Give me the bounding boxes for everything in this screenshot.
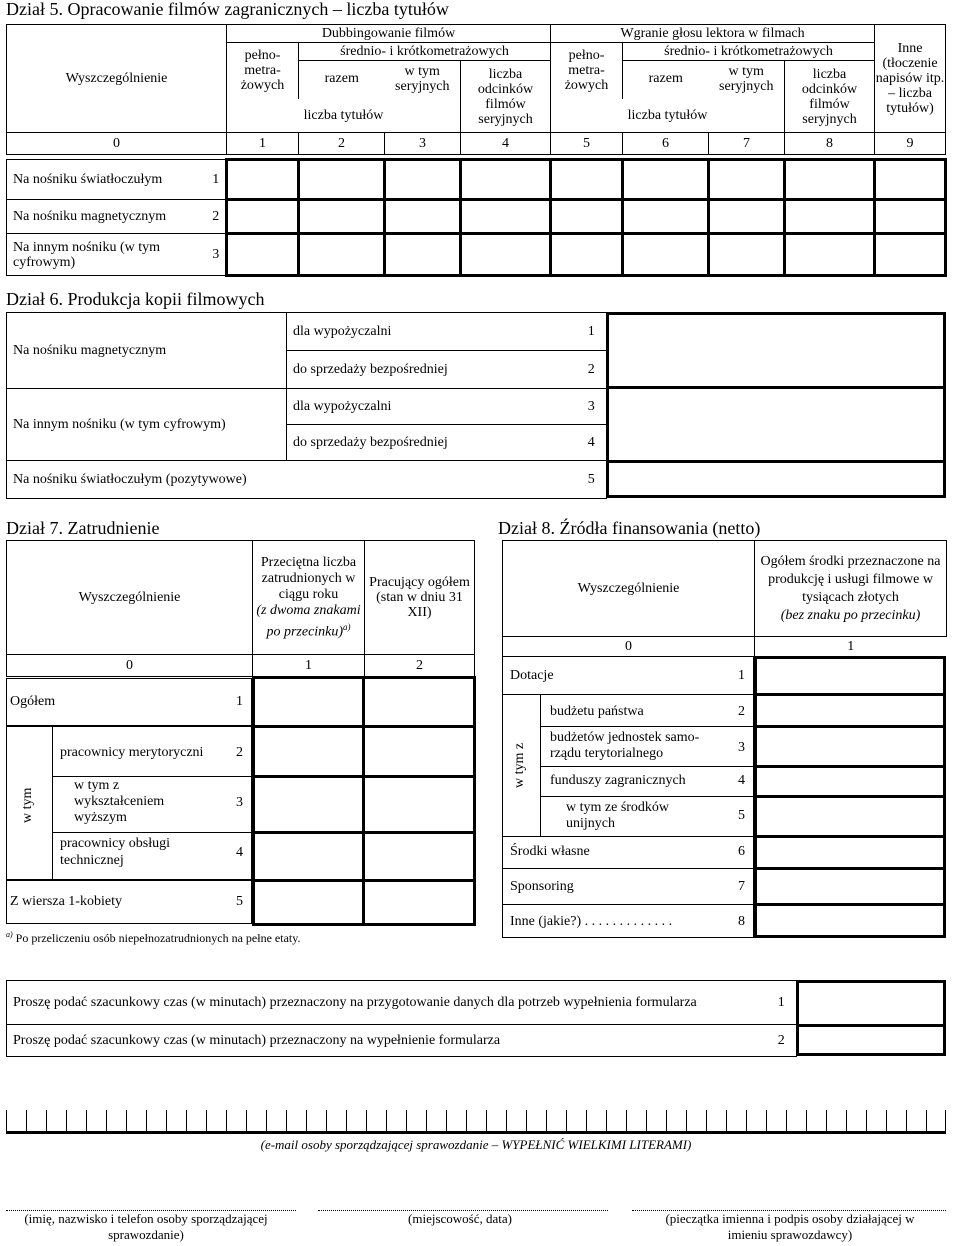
s8-unijne-label: w tym ze środków unijnych	[566, 800, 670, 831]
s5-num: 7	[709, 133, 785, 155]
s5-cell[interactable]	[709, 160, 785, 200]
s7-row-line	[52, 832, 252, 833]
email-char-tick	[826, 1110, 827, 1132]
email-char-tick	[586, 1110, 587, 1132]
s7-wtym-divider	[52, 726, 53, 880]
email-char-tick	[606, 1110, 607, 1132]
time-entry-field[interactable]	[796, 980, 946, 1056]
s6-row-num: 4	[577, 425, 607, 461]
s8-grid-divider	[754, 765, 946, 768]
s7-footnote-sup: a)	[6, 930, 13, 939]
s5-dub-srednio: średnio- i krótkometrażowych	[299, 43, 551, 61]
email-char-tick	[666, 1110, 667, 1132]
s8-wysz-header: Wyszczególnienie	[503, 541, 755, 637]
s7-row-num: 4	[236, 845, 243, 860]
s7-wtym-label: w tym	[20, 787, 35, 823]
s5-cell[interactable]	[785, 200, 875, 234]
email-char-tick	[686, 1110, 687, 1132]
s7-row-num: 1	[236, 694, 243, 709]
s5-cell[interactable]	[785, 160, 875, 200]
s8-grid-divider	[754, 867, 946, 870]
s8-grid-divider	[754, 795, 946, 798]
s8-row-num: 7	[738, 879, 745, 894]
email-char-tick	[366, 1110, 367, 1132]
email-char-tick	[906, 1110, 907, 1132]
s5-num: 6	[623, 133, 709, 155]
s5-dub-razem: razem	[299, 61, 385, 97]
s7-num: 1	[253, 655, 365, 677]
s8-grid-divider	[754, 903, 946, 906]
email-char-tick	[746, 1110, 747, 1132]
s5-cell[interactable]	[299, 160, 385, 200]
s5-cell[interactable]	[551, 234, 623, 276]
s6-divider	[606, 460, 946, 463]
email-char-tick	[466, 1110, 467, 1132]
s7-wyksztalcenie-label: w tym z wykształceniem wyższym	[74, 778, 165, 825]
email-input[interactable]	[6, 1110, 946, 1132]
s8-row-num: 3	[738, 740, 745, 755]
section8-title: Dział 8. Źródła finansowania (netto)	[498, 518, 761, 538]
s5-cell[interactable]	[623, 234, 709, 276]
email-char-tick	[786, 1110, 787, 1132]
s5-num: 4	[461, 133, 551, 155]
s5-cell[interactable]	[875, 200, 946, 234]
s7-footnote	[6, 930, 300, 946]
s6-mag-label: Na nośniku magnetycznym	[7, 313, 287, 389]
s5-cell[interactable]	[551, 200, 623, 234]
s8-row-num: 1	[738, 668, 745, 683]
s5-lek-srednio: średnio- i krótkometrażowych	[623, 43, 875, 61]
s7-obslugi-label: pracownicy obsługi technicznej	[60, 836, 171, 868]
s5-wysz-header: Wyszczególnienie	[7, 25, 227, 133]
s5-num: 9	[875, 133, 946, 155]
s8-inne-label: Inne (jakie?) . . . . . . . . . . . . .	[510, 914, 673, 929]
email-char-tick	[726, 1110, 727, 1132]
section5-title: Dział 5. Opracowanie filmów zagranicznych – liczba tytułów	[6, 0, 449, 19]
s5-cell[interactable]	[461, 234, 551, 276]
s5-cell[interactable]	[299, 200, 385, 234]
s5-lektor-header: Wgranie głosu lektora w filmach	[551, 25, 875, 43]
s7-col1-note: (z dwoma znakami po przecinku)	[256, 602, 361, 640]
email-char-tick	[146, 1110, 147, 1132]
time-divider	[796, 1024, 946, 1027]
s7-num: 0	[7, 655, 253, 677]
s6-inny-label: Na innym nośniku (w tym cyfrowym)	[7, 389, 287, 461]
s8-grid-divider	[754, 835, 946, 838]
email-char-tick	[46, 1110, 47, 1132]
s7-col2-header: Pracujący ogółem (stan w dniu 31 XII)	[365, 541, 475, 655]
s5-cell[interactable]	[623, 160, 709, 200]
s5-cell[interactable]	[875, 234, 946, 276]
s6-sprz-label: do sprzedaży bezpośredniej	[287, 425, 577, 461]
s6-wyp-label: dla wypożyczalni	[287, 389, 577, 425]
section7-header	[6, 540, 475, 677]
s7-footnote-text: Po przeliczeniu osób niepełnozatrudnionych na pełne etaty.	[15, 931, 301, 945]
s6-entry-field[interactable]	[606, 312, 946, 498]
s7-num: 2	[365, 655, 475, 677]
email-char-tick	[386, 1110, 387, 1132]
s5-lek-liczba-odc: liczba odcinków filmów seryjnych	[785, 61, 875, 133]
email-char-tick	[406, 1110, 407, 1132]
s7-grid-divider	[252, 775, 476, 778]
s8-sponsoring-label: Sponsoring	[510, 879, 574, 894]
s5-dub-wtym: w tym seryjnych	[385, 61, 461, 97]
email-char-tick	[646, 1110, 647, 1132]
email-char-tick	[766, 1110, 767, 1132]
s8-wtymz-divider	[540, 694, 541, 836]
s7-grid-divider	[252, 879, 476, 882]
s5-cell[interactable]	[385, 234, 461, 276]
s8-dotacje-label: Dotacje	[510, 668, 554, 683]
s8-row-line	[502, 836, 754, 837]
time-q2-label: Proszę podać szacunkowy czas (w minutach) przeznaczony na wypełnienie formularza	[7, 1025, 767, 1057]
email-char-tick	[206, 1110, 207, 1132]
s5-cell[interactable]	[385, 160, 461, 200]
s8-col1-header	[755, 541, 947, 637]
email-char-tick	[526, 1110, 527, 1132]
s7-col1-text: Przeciętna liczba zatrudnionych w ciągu roku	[260, 554, 357, 602]
s5-lek-razem: razem	[623, 61, 709, 97]
s8-row-line	[540, 796, 754, 797]
s5-cell[interactable]	[227, 234, 299, 276]
s6-sprz-label: do sprzedaży bezpośredniej	[287, 351, 577, 389]
section5-table	[6, 24, 946, 155]
s8-grid-divider	[754, 725, 946, 728]
email-char-tick	[226, 1110, 227, 1132]
s8-row-line	[502, 868, 754, 869]
email-char-tick	[266, 1110, 267, 1132]
email-char-tick	[6, 1110, 7, 1132]
s7-grid-divider	[362, 676, 365, 926]
s5-row-num: 2	[207, 200, 227, 234]
email-char-tick	[166, 1110, 167, 1132]
email-char-tick	[286, 1110, 287, 1132]
signature-caption-date: (miejscowość, data)	[408, 1211, 512, 1226]
s5-row-label: Na nośniku światłoczułym	[7, 160, 207, 200]
email-char-tick	[486, 1110, 487, 1132]
email-char-tick	[866, 1110, 867, 1132]
s6-row-num: 3	[577, 389, 607, 425]
email-char-tick	[446, 1110, 447, 1132]
s5-row-label: Na innym nośniku (w tym cyfrowym)	[7, 234, 207, 276]
s5-dub-liczba-odc: liczba odcinków filmów seryjnych	[461, 61, 551, 133]
email-char-tick	[306, 1110, 307, 1132]
s5-row-label: Na nośniku magnetycznym	[7, 200, 207, 234]
email-char-tick	[886, 1110, 887, 1132]
signature-caption-contact: (imię, nazwisko i telefon osoby sporządzającej sprawozdanie)	[24, 1211, 268, 1242]
s8-grid-divider	[754, 693, 946, 696]
s7-grid-divider	[252, 725, 476, 728]
s5-dub-pelno: pełno- metra- żowych	[227, 43, 299, 99]
s5-num: 0	[7, 133, 227, 155]
s8-col1-note: (bez znaku po przecinku)	[780, 607, 921, 623]
email-char-tick	[126, 1110, 127, 1132]
s8-row-num: 6	[738, 844, 745, 859]
section7-title: Dział 7. Zatrudnienie	[6, 518, 160, 538]
s6-row-num: 5	[577, 461, 607, 499]
s5-cell[interactable]	[623, 200, 709, 234]
s8-row-line	[502, 904, 754, 905]
s5-num: 1	[227, 133, 299, 155]
email-char-tick	[706, 1110, 707, 1132]
s8-budzet-jst-label: budżetów jednostek samo- rządu terytorialnego	[550, 730, 700, 761]
s5-num: 8	[785, 133, 875, 155]
s7-ogolem-label: Ogółem	[10, 694, 56, 709]
s5-cell[interactable]	[461, 160, 551, 200]
s5-num: 2	[299, 133, 385, 155]
s5-lek-pelno: pełno- metra- żowych	[551, 43, 623, 99]
email-baseline	[6, 1131, 946, 1134]
s5-cell[interactable]	[551, 160, 623, 200]
email-char-tick	[66, 1110, 67, 1132]
s7-row-num: 3	[236, 795, 243, 810]
email-char-tick	[546, 1110, 547, 1132]
s7-grid-divider	[252, 831, 476, 834]
s8-col1-text: Ogółem środki przeznaczone na produkcję i usługi filmowe w tysiącach złotych	[760, 553, 941, 605]
email-char-tick	[806, 1110, 807, 1132]
s5-cell[interactable]	[299, 234, 385, 276]
s8-row-line	[540, 726, 754, 727]
section6-table	[6, 312, 607, 499]
email-caption: (e-mail osoby sporządzającej sprawozdanie – WYPEŁNIĆ WIELKIMI LITERAMI)	[260, 1137, 692, 1152]
s5-cell[interactable]	[385, 200, 461, 234]
s8-fundusze-label: funduszy zagranicznych	[550, 773, 686, 788]
s7-row-num: 2	[236, 745, 243, 760]
s5-num: 5	[551, 133, 623, 155]
email-char-tick	[926, 1110, 927, 1132]
s8-num: 0	[503, 637, 755, 657]
s5-row-num: 3	[207, 234, 227, 276]
email-char-tick	[106, 1110, 107, 1132]
email-char-tick	[846, 1110, 847, 1132]
email-char-tick	[426, 1110, 427, 1132]
s8-row-num: 4	[738, 773, 745, 788]
s5-cell[interactable]	[709, 234, 785, 276]
email-char-tick	[186, 1110, 187, 1132]
email-char-tick	[506, 1110, 507, 1132]
s7-wysz-header: Wyszczególnienie	[7, 541, 253, 655]
time-q1-label: Proszę podać szacunkowy czas (w minutach) przeznaczony na przygotowanie danych dla potrzeb wypełnienia formularza	[7, 981, 767, 1025]
email-char-tick	[26, 1110, 27, 1132]
s5-lek-wtym: w tym seryjnych	[709, 61, 785, 97]
section6-title: Dział 6. Produkcja kopii filmowych	[6, 289, 265, 309]
s7-merytoryczni-label: pracownicy merytoryczni	[60, 745, 204, 760]
time-table	[6, 980, 797, 1057]
s5-inne-header: Inne (tłoczenie napisów itp. – liczba tytułów)	[875, 25, 946, 133]
s6-row-num: 2	[577, 351, 607, 389]
time-row-num: 1	[767, 981, 797, 1025]
email-char-tick	[86, 1110, 87, 1132]
section8-header	[502, 540, 947, 657]
s5-num: 3	[385, 133, 461, 155]
s8-row-num: 5	[738, 808, 745, 823]
s8-num: 1	[755, 637, 947, 657]
s5-row-num: 1	[207, 160, 227, 200]
s5-cell[interactable]	[461, 200, 551, 234]
s8-wlasne-label: Środki własne	[510, 844, 590, 859]
s5-cell[interactable]	[709, 200, 785, 234]
s5-dub-header: Dubbingowanie filmów	[227, 25, 551, 43]
s7-row-num: 5	[236, 894, 243, 909]
s5-cell[interactable]	[875, 160, 946, 200]
signature-caption-stamp: (pieczątka imienna i podpis osoby działającej w imieniu sprawozdawcy)	[665, 1211, 915, 1242]
s5-cell[interactable]	[785, 234, 875, 276]
s7-col1-header	[253, 541, 365, 655]
time-row-num: 2	[767, 1025, 797, 1057]
section5-rows	[6, 158, 947, 277]
email-char-tick	[626, 1110, 627, 1132]
email-char-tick	[566, 1110, 567, 1132]
email-char-tick	[246, 1110, 247, 1132]
email-char-tick	[326, 1110, 327, 1132]
s8-row-line	[540, 766, 754, 767]
s5-cell[interactable]	[227, 200, 299, 234]
email-char-tick	[945, 1110, 946, 1132]
s5-cell[interactable]	[227, 160, 299, 200]
s8-budzet-panstwa-label: budżetu państwa	[550, 704, 644, 719]
s7-row-line	[52, 776, 252, 777]
s5-dub-liczba-tyt: liczba tytułów	[227, 99, 461, 133]
s7-kobiety-label: Z wiersza 1-kobiety	[10, 894, 122, 909]
s6-row-num: 1	[577, 313, 607, 351]
email-char-tick	[346, 1110, 347, 1132]
s8-row-num: 8	[738, 914, 745, 929]
s6-wyp-label: dla wypożyczalni	[287, 313, 577, 351]
s5-lek-liczba-tyt: liczba tytułów	[551, 99, 785, 133]
s8-wtymz-label: w tym z	[512, 742, 527, 788]
s6-divider	[606, 386, 946, 389]
s6-swiatlo-label: Na nośniku światłoczułym (pozytywowe)	[7, 461, 577, 499]
s8-row-num: 2	[738, 704, 745, 719]
s7-col1-sup: a)	[343, 621, 351, 632]
